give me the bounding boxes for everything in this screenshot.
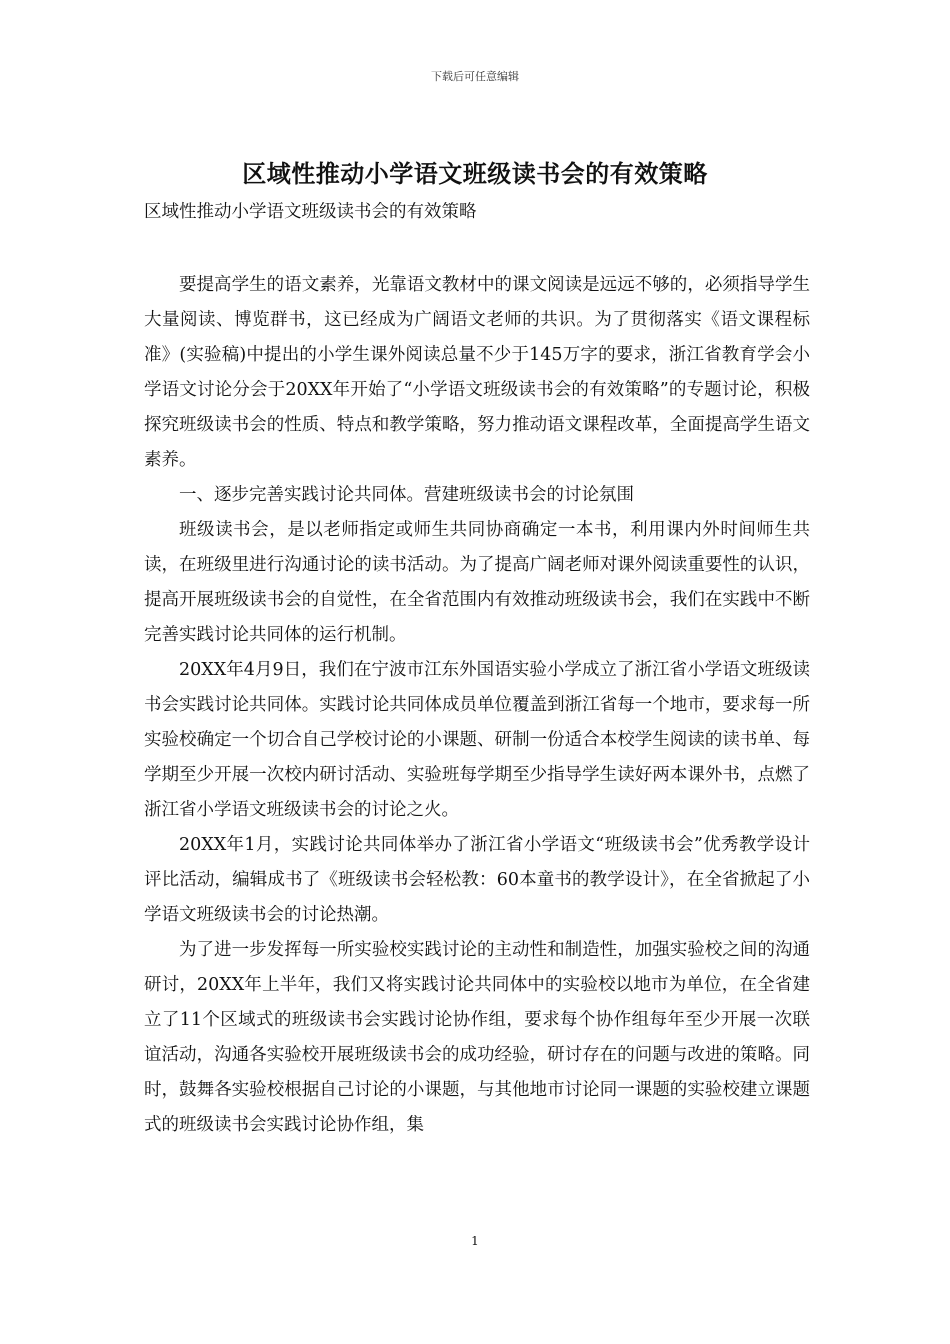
document-title: 区域性推动小学语文班级读书会的有效策略 — [242, 159, 708, 188]
document-body — [144, 268, 810, 1143]
header-note: 下载后可任意编辑 — [431, 70, 519, 83]
document-subtitle: 区域性推动小学语文班级读书会的有效策略 — [144, 202, 477, 222]
paragraph-design-contest: 20XX年1月，实践讨论共同体举办了浙江省小学语文“班级读书会”优秀教学设计评比活动，编辑成书了《班级读书会轻松教：60本童书的教学设计》，在全省掀起了小学语文班级读书会的讨论热潮。 — [144, 835, 810, 925]
page-number: 1 — [471, 1234, 479, 1248]
paragraph-collaboration: 为了进一步发挥每一所实验校实践讨论的主动性和制造性，加强实验校之间的沟通研讨，20XX年上半年，我们又将实践讨论共同体中的实验校以地市为单位，在全省建立了11个区域式的班级读书会实践讨论协作组，要求每个协作组每年至少开展一次联谊活动，沟通各实验校开展班级读书会的成功经验，研讨存在的问题与改进的策略。同时，鼓舞各实验校根据自己讨论的小课题，与其他地市讨论同一课题的实验校建立课题式的班级读书会实践讨论协作组，集 — [144, 940, 810, 1135]
paragraph-intro: 要提高学生的语文素养，光靠语文教材中的课文阅读是远远不够的，必须指导学生大量阅读、博览群书，这已经成为广阔语文老师的共识。为了贯彻落实《语文课程标准》(实验稿)中提出的小学生课外阅读总量不少于145万字的要求，浙江省教育学会小学语文讨论分会于20XX年开始了“小学语文班级读书会的有效策略”的专题讨论，积极探究班级读书会的性质、特点和教学策略，努力推动语文课程改革，全面提高学生语文素养。 — [144, 275, 810, 470]
paragraph-definition: 班级读书会，是以老师指定或师生共同协商确定一本书，利用课内外时间师生共读，在班级里进行沟通讨论的读书活动。为了提高广阔老师对课外阅读重要性的认识，提高开展班级读书会的自觉性，在全省范围内有效推动班级读书会，我们在实践中不断完善实践讨论共同体的运行机制。 — [144, 520, 810, 645]
paragraph-founding: 20XX年4月9日，我们在宁波市江东外国语实验小学成立了浙江省小学语文班级读书会实践讨论共同体。实践讨论共同体成员单位覆盖到浙江省每一个地市，要求每一所实验校确定一个切合自己学校讨论的小课题、研制一份适合本校学生阅读的读书单、每学期至少开展一次校内研讨活动、实验班每学期至少指导学生读好两本课外书，点燃了浙江省小学语文班级读书会的讨论之火。 — [144, 660, 810, 820]
section-heading-1: 一、逐步完善实践讨论共同体。营建班级读书会的讨论氛围 — [179, 485, 634, 505]
